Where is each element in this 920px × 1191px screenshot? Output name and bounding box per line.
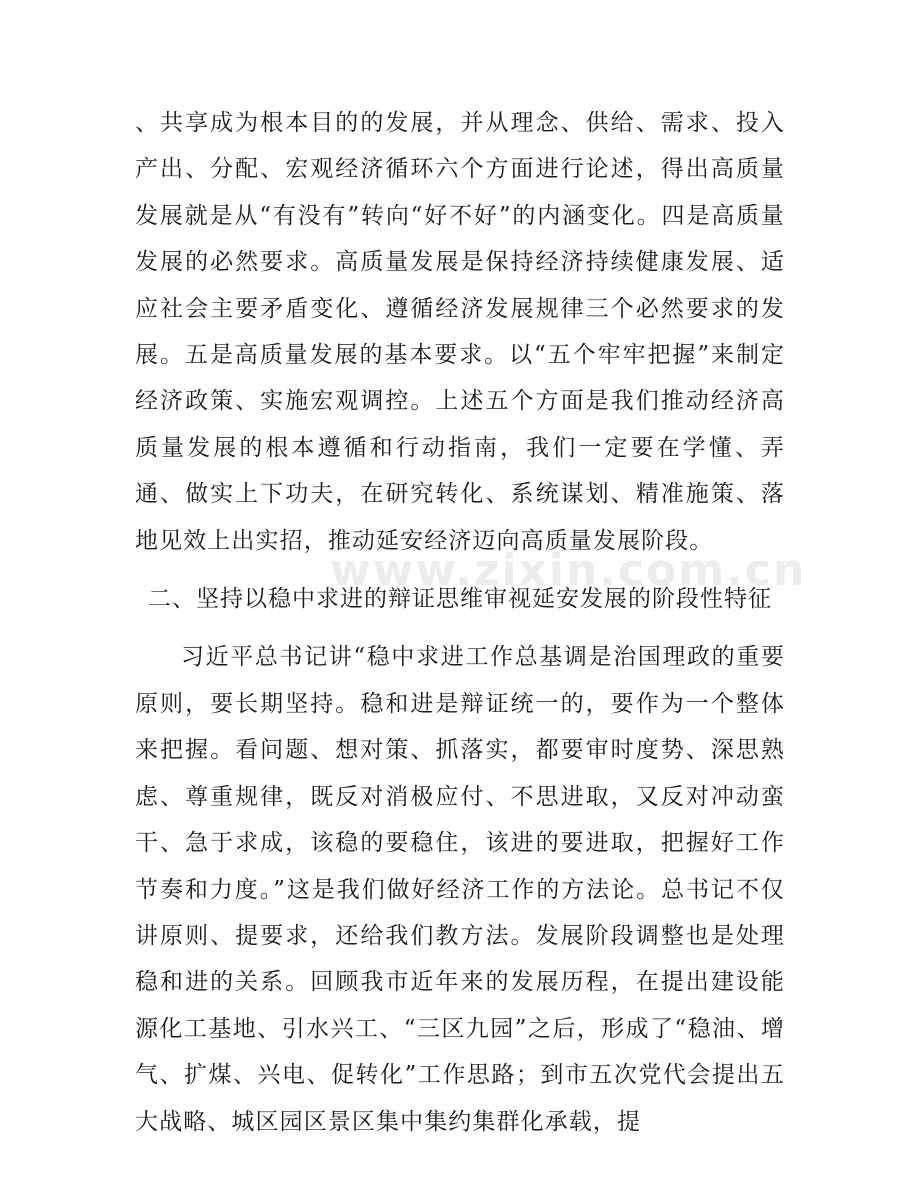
paragraph-body: 习近平总书记讲“稳中求进工作总基调是治国理政的重要原则，要长期坚持。稳和进是辩证统一的，要作为一个整体来把握。看问题、想对策、抓落实，都要审时度势、深思熟虑、尊重规律，既反对消极应付、不思进取，又反对冲动蛮干、急于求成，该稳的要稳住，该进的要进取，把握好工作节奏和力度。”这是我们做好经济工作的方法论。总书记不仅讲原则、提要求，还给我们教方法。发展阶段调整也是处理稳和进的关系。回顾我市近年来的发展历程，在提出建设能源化工基地、引水兴工、“三区九园”之后，形成了“稳油、增气、扩煤、兴电、促转化”工作思路；到市五次党代会提出五大战略、城区园区景区集中集约集群化承载，提: [135, 644, 785, 1135]
document-body: [135, 100, 785, 1145]
paragraph-continuation: 、共享成为根本目的的发展，并从理念、供给、需求、投入产出、分配、宏观经济循环六个方面进行论述，得出高质量发展就是从“有没有”转向“好不好”的内涵变化。四是高质量发展的必然要求。高质量发展是保持经济持续健康发展、适应社会主要矛盾变化、遵循经济发展规律三个必然要求的发展。五是高质量发展的基本要求。以“五个牢牢把握”来制定经济政策、实施宏观调控。上述五个方面是我们推动经济高质量发展的根本遵循和行动指南，我们一定要在学懂、弄通、做实上下功夫，在研究转化、系统谋划、精准施策、落地见效上出实招，推动延安经济迈向高质量发展阶段。: [135, 110, 785, 554]
section-heading: 二、坚持以稳中求进的辩证思维审视延安发展的阶段性特征: [148, 586, 772, 613]
watermark-text: www.zixin.com.cn: [330, 545, 807, 596]
